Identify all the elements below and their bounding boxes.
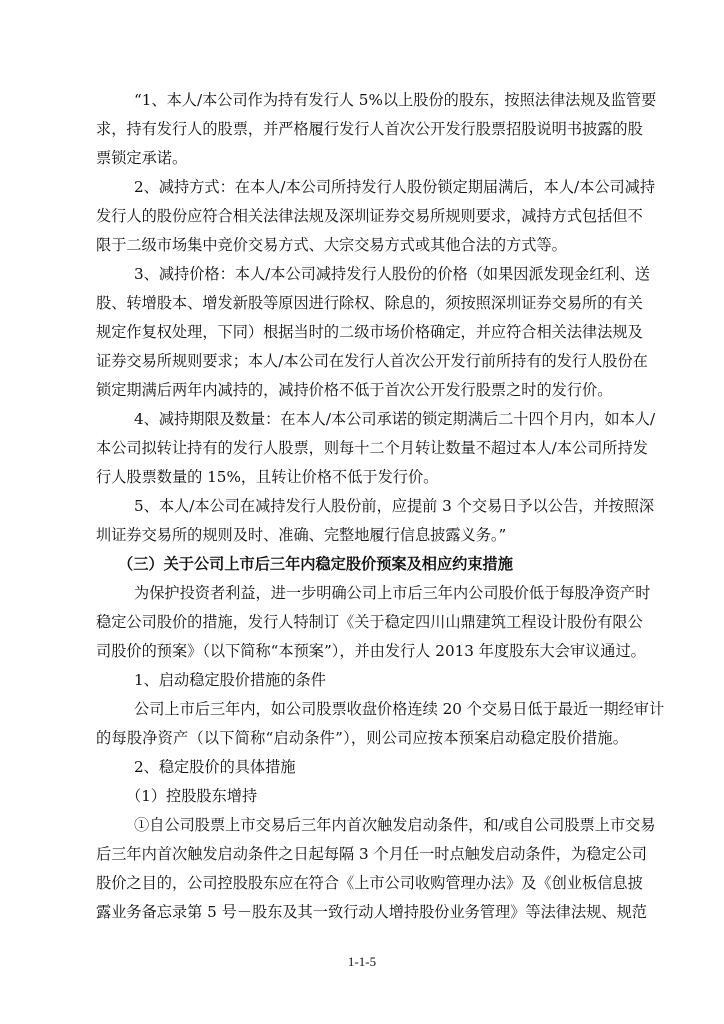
paragraph-line: 股、转增股本、增发新股等原因进行除权、除息的，须按照深圳证券交易所的有关 — [96, 294, 643, 312]
paragraph-line: 的每股净资产（以下简称“启动条件”），则公司应按本预案启动稳定股价措施。 — [96, 729, 628, 747]
paragraph-line: 司股价的预案》（以下简称“本预案”），并由发行人 2013 年度股东大会审议通过。 — [96, 642, 646, 660]
paragraph-line: 限于二级市场集中竞价交易方式、大宗交易方式或其他合法的方式等。 — [96, 236, 567, 254]
paragraph-line: “1、本人/本公司作为持有发行人 5%以上股份的股东，按照法律法规及监管要 — [134, 91, 657, 109]
paragraph-line: 为保护投资者利益，进一步明确公司上市后三年内公司股价低于每股净资产时 — [134, 584, 651, 602]
subheading: 2、稳定股价的具体措施 — [134, 758, 296, 776]
paragraph-line: 3、减持价格：本人/本公司减持发行人股份的价格（如果因派发现金红利、送 — [134, 265, 650, 283]
paragraph-line: ①自公司股票上市交易后三年内首次触发启动条件，和/或自公司股票上市交易 — [134, 816, 656, 834]
paragraph-line: 稳定公司股价的措施，发行人特制订《关于稳定四川山鼎建筑工程设计股份有限公 — [96, 613, 643, 631]
paragraph-line: 股价之目的，公司控股股东应在符合《上市公司收购管理办法》及《创业板信息披 — [96, 874, 643, 892]
paragraph-line: 4、减持期限及数量：在本人/本公司承诺的锁定期满后二十四个月内，如本人/ — [134, 410, 656, 428]
paragraph-line: 发行人的股份应符合相关法律法规及深圳证券交易所规则要求，减持方式包括但不 — [96, 207, 643, 225]
paragraph-line: 锁定期满后两年内减持的，减持价格不低于首次公开发行股票之时的发行价。 — [96, 381, 613, 399]
paragraph-line: 2、减持方式：在本人/本公司所持发行人股份锁定期届满后，本人/本公司减持 — [134, 178, 656, 196]
subheading: （1）控股股东增持 — [126, 787, 258, 805]
paragraph-line: 本公司拟转让持有的发行人股票，则每十二个月转让数量不超过本人/本公司所持发 — [96, 439, 648, 457]
paragraph-line: 后三年内首次触发启动条件之日起每隔 3 个月任一时点触发启动条件，为稳定公司 — [96, 845, 647, 863]
paragraph-line: 露业务备忘录第 5 号－股东及其一致行动人增持股份业务管理》等法律法规、规范 — [96, 903, 647, 921]
paragraph-line: 行人股票数量的 15%，且转让价格不低于发行价。 — [96, 468, 439, 486]
paragraph-line: 公司上市后三年内，如公司股票收盘价格连续 20 个交易日低于最近一期经审计 — [134, 700, 665, 718]
paragraph-line: 票锁定承诺。 — [96, 149, 188, 167]
paragraph-line: 证券交易所规则要求；本人/本公司在发行人首次公开发行前所持有的发行人股份在 — [96, 352, 648, 370]
subheading: 1、启动稳定股价措施的条件 — [134, 671, 326, 689]
paragraph-line: 求，持有发行人的股票，并严格履行发行人首次公开发行股票招股说明书披露的股 — [96, 120, 643, 138]
section-heading: （三）关于公司上市后三年内稳定股价预案及相应约束措施 — [118, 555, 513, 573]
page-number: 1-1-5 — [347, 954, 377, 969]
paragraph-line: 规定作复权处理，下同）根据当时的二级市场价格确定，并应符合相关法律法规及 — [96, 323, 643, 341]
paragraph-line: 5、本人/本公司在减持发行人股份前，应提前 3 个交易日予以公告，并按照深 — [134, 497, 655, 515]
paragraph-line: 圳证券交易所的规则及时、准确、完整地履行信息披露义务。” — [96, 526, 507, 544]
